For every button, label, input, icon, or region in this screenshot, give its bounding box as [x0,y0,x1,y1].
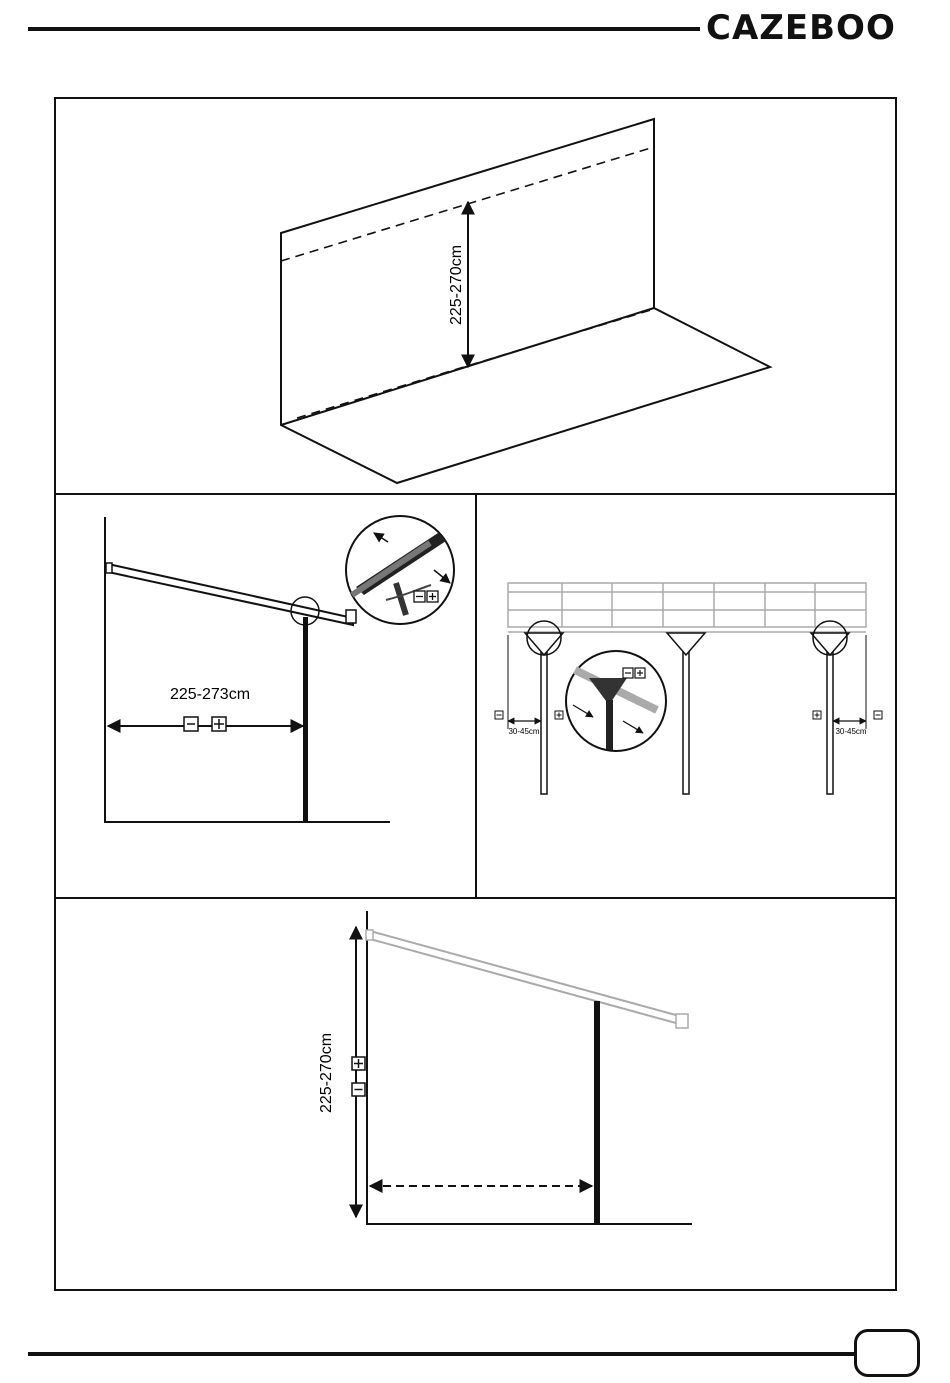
plus-icon [555,711,563,719]
brand-logo: CAZEBOO [706,8,896,48]
minus-icon [184,717,198,731]
footer-rule [28,1352,856,1356]
step2-distance-label: 225-273cm [169,686,251,703]
step4-height-diagram [56,899,895,1289]
plus-icon [813,711,821,719]
step3-front-view-diagram [477,495,895,897]
header-rule [28,27,700,31]
step1-wall-diagram [56,99,895,493]
step3-detail-callout [566,651,666,751]
minus-icon [352,1083,365,1096]
step3-left-offset-label: 30-45cm [508,727,540,736]
step1-height-label: 225-270cm [448,244,465,326]
page-number-badge [854,1329,920,1377]
plus-icon [352,1057,365,1070]
step3-right-offset-label: 30-45cm [835,727,867,736]
minus-icon [495,711,503,719]
step2-post-distance-diagram [56,495,475,897]
step2-detail-callout [346,516,454,624]
step4-height-label: 225-270cm [318,1032,335,1114]
minus-icon [874,711,882,719]
plus-icon [212,717,226,731]
